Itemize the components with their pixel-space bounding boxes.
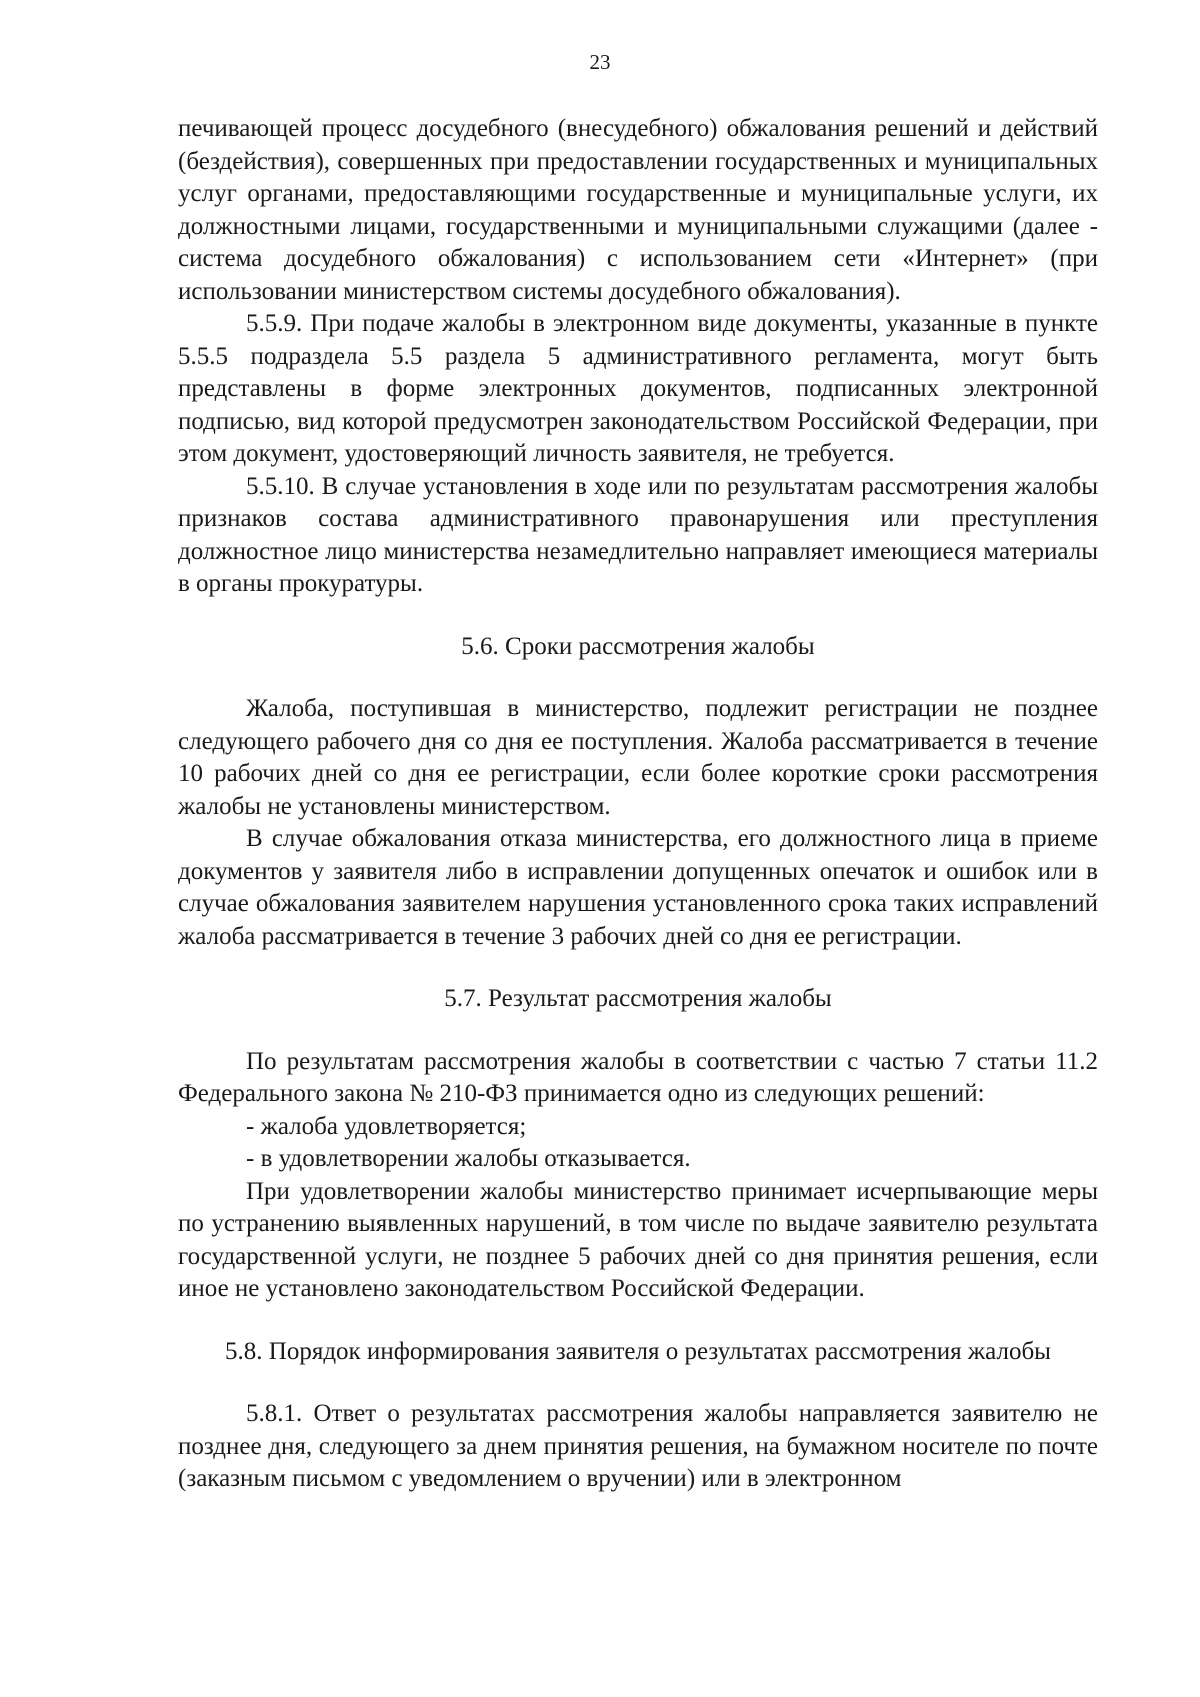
paragraph-5-5-9: 5.5.9. При подаче жалобы в электронном виде документы, указанные в пункте 5.5.5 подраздела 5.5 раздела 5 административного регламента, могут быть представлены в форме электронных документов, подписанных электронной подписью, вид которой предусмотрен законодательством Российской Федерации, при этом документ, удостоверяющий личность заявителя, не требуется. (178, 310, 1098, 467)
spacer (178, 663, 1098, 693)
section-heading-5-8: 5.8. Порядок информирования заявителя о результатах рассмотрения жалобы (225, 1337, 1051, 1365)
paragraph-5-5-10: 5.5.10. В случае установления в ходе или по результатам рассмотрения жалобы признаков состава административного правонарушения или преступления должностное лицо министерства незамедлительно направляет имеющиеся материалы в органы прокуратуры. (178, 472, 1098, 597)
spacer (178, 1306, 1098, 1336)
paragraph-registration: Жалоба, поступившая в министерство, подлежит регистрации не позднее следующего рабочего дня со дня ее поступления. Жалоба рассматривается в течение 10 рабочих дней со дня ее регистрации, если более короткие сроки рассмотрения жалобы не установлены министерством. (178, 695, 1098, 820)
spacer (178, 601, 1098, 631)
list-item-refused: - в удовлетворении жалобы отказывается. (246, 1145, 691, 1172)
paragraph-5-8-1: 5.8.1. Ответ о результатах рассмотрения жалобы направляется заявителю не позднее дня, следующего за днем принятия решения, на бумажном носителе по почте (заказным письмом с уведомлением о вручении) или в электронном (178, 1400, 1098, 1492)
section-heading-5-7: 5.7. Результат рассмотрения жалобы (444, 985, 832, 1012)
paragraph-continuation: печивающей процесс досудебного (внесудебного) обжалования решений и действий (бездействия), совершенных при предоставлении государственных и муниципальных услуг органами, предоставляющими государственные и муниципальные услуги, их должностными лицами, государственными и муниципальными служащими (далее - система досудебного обжалования) с использованием сети «Интернет» (при использовании министерством системы досудебного обжалования). (178, 115, 1098, 305)
list-item-satisfied: - жалоба удовлетворяется; (246, 1112, 527, 1140)
paragraph-refusal-appeal: В случае обжалования отказа министерства, его должностного лица в приеме документов у заявителя либо в исправлении допущенных опечаток и ошибок или в случае обжалования заявителем нарушения установленного срока таких исправлений жалоба рассматривается в течение 3 рабочих дней со дня ее регистрации. (178, 825, 1098, 950)
spacer (178, 953, 1098, 983)
spacer (178, 1016, 1098, 1046)
document-body (178, 113, 1098, 1496)
paragraph-measures: При удовлетворении жалобы министерство принимает исчерпывающие меры по устранению выявленных нарушений, в том числе по выдаче заявителю результата государственной услуги, не позднее 5 рабочих дней со дня принятия решения, если иное не установлено законодательством Российской Федерации. (178, 1177, 1098, 1302)
section-heading-5-6: 5.6. Сроки рассмотрения жалобы (461, 632, 815, 660)
paragraph-decisions: По результатам рассмотрения жалобы в соответствии с частью 7 статьи 11.2 Федерального закона № 210-ФЗ принимается одно из следующих решений: (178, 1047, 1098, 1107)
page-number: 23 (589, 50, 611, 74)
spacer (178, 1368, 1098, 1398)
